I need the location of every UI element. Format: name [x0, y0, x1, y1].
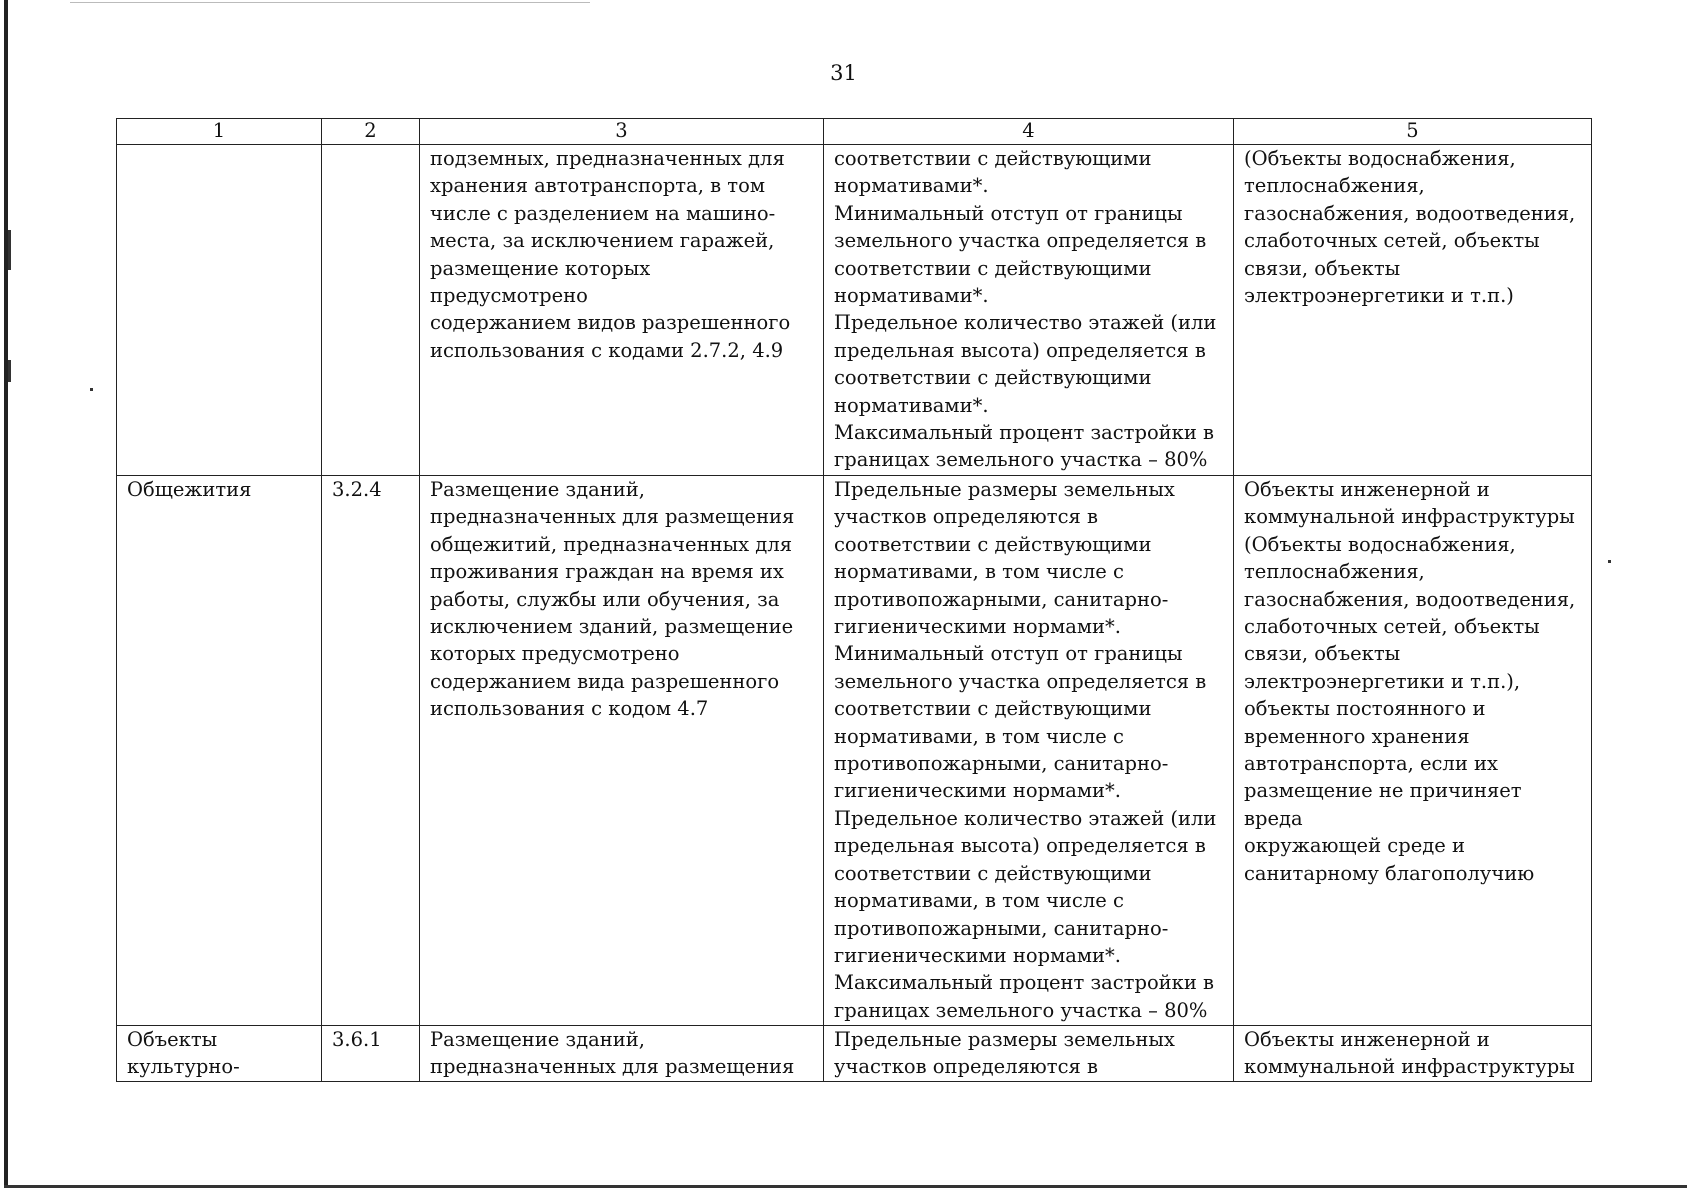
use-description-cell [420, 145, 824, 476]
column-header-4: 4 [824, 119, 1234, 145]
use-description: Размещение зданий, предназначенных для размещения [430, 1028, 795, 1079]
use-code-cell [322, 1026, 420, 1082]
use-parameters: Предельные размеры земельных участков определяются в [834, 1028, 1175, 1079]
auxiliary-uses: Объекты инженерной и коммунальной инфраструктуры (Объекты водоснабжения, теплоснабжения, газоснабжения, водоотведения, слаботочных сетей, объекты связи, объекты электроэнергетики и т.п.), объекты постоянного и временного хранения автотранспорта, если их размещение не причиняет вреда окружающей среде и санитарному благополучию [1244, 478, 1576, 885]
scan-mark [90, 388, 93, 391]
use-parameters-cell [824, 476, 1234, 1026]
table-row [117, 476, 1592, 1026]
page-bottom-edge [4, 1185, 1687, 1188]
use-parameters: соответствии с действующими нормативами*. Минимальный отступ от границы земельного участка определяется в соответствии с действующими нормативами*. Предельное количество этажей (или предельная высота) определяется в соответствии с действующими нормативами*. Максимальный процент застройки в границах земельного участка – 80% [834, 147, 1217, 472]
use-name: Объекты культурно- [127, 1028, 240, 1079]
use-description: Размещение зданий, предназначенных для размещения общежитий, предназначенных для проживания граждан на время их работы, службы или обучения, за исключением зданий, размещение которых предусмотрено содержанием вида разрешенного использования с кодом 4.7 [430, 478, 795, 721]
use-name-cell [117, 145, 322, 476]
column-header-2: 2 [322, 119, 420, 145]
page-top-edge [70, 2, 590, 3]
page-number: 31 [830, 61, 857, 85]
use-description: подземных, предназначенных для хранения автотранспорта, в том числе с разделением на машино- места, за исключением гаражей, размещение которых предусмотрено содержанием видов разрешенного использования с кодами 2.7.2, 4.9 [430, 147, 791, 362]
auxiliary-uses-cell [1234, 476, 1592, 1026]
auxiliary-uses: (Объекты водоснабжения, теплоснабжения, газоснабжения, водоотведения, слаботочных сетей, объекты связи, объекты электроэнергетики и т.п.) [1244, 147, 1576, 308]
auxiliary-uses-cell [1234, 1026, 1592, 1082]
page-left-edge [4, 0, 8, 1188]
column-header-1: 1 [117, 119, 322, 145]
use-code-cell [322, 145, 420, 476]
use-description-cell [420, 1026, 824, 1082]
column-header-5: 5 [1234, 119, 1592, 145]
table-row [117, 1026, 1592, 1082]
use-description-cell [420, 476, 824, 1026]
use-parameters-cell [824, 145, 1234, 476]
auxiliary-uses: Объекты инженерной и коммунальной инфраструктуры [1244, 1028, 1575, 1079]
use-code: 3.2.4 [332, 478, 382, 501]
use-parameters-cell [824, 1026, 1234, 1082]
use-parameters: Предельные размеры земельных участков определяются в соответствии с действующими нормативами, в том числе с противопожарными, санитарно- гигиеническими нормами*. Минимальный отступ от границы земельного участка определяется в соответствии с действующими нормативами, в том числе с противопожарными, санитарно- гигиеническими нормами*. Предельное количество этажей (или предельная высота) определяется в соответствии с действующими нормативами, в том числе с противопожарными, санитарно- гигиеническими нормами*. Максимальный процент застройки в границах земельного участка – 80% [834, 478, 1217, 1022]
scan-mark [8, 360, 11, 382]
table-header-row [117, 119, 1592, 145]
auxiliary-uses-cell [1234, 145, 1592, 476]
table-row [117, 145, 1592, 476]
column-header-3: 3 [420, 119, 824, 145]
use-code: 3.6.1 [332, 1028, 382, 1051]
use-code-cell [322, 476, 420, 1026]
land-use-table [116, 118, 1592, 1082]
scan-mark [1608, 560, 1611, 563]
use-name: Общежития [127, 478, 252, 501]
scan-mark [8, 230, 11, 270]
use-name-cell [117, 1026, 322, 1082]
use-name-cell [117, 476, 322, 1026]
